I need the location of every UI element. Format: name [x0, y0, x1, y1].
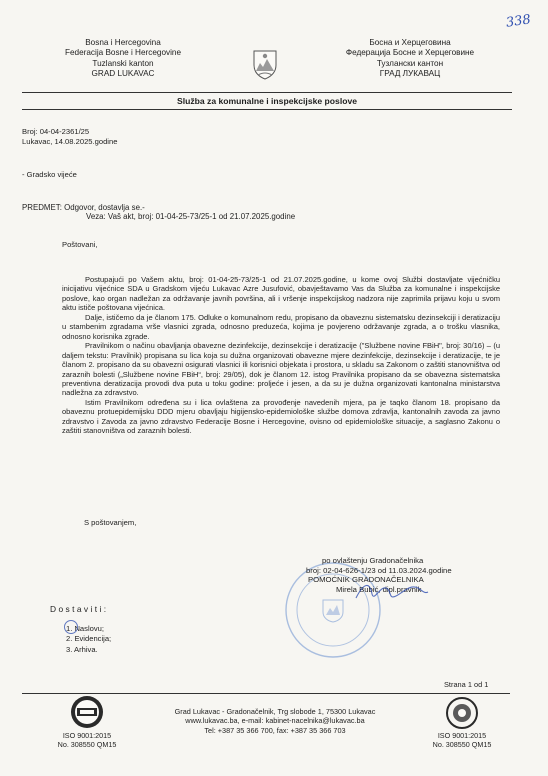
- body-paragraph: Dalje, ističemo da je članom 175. Odluke o komunalnom redu, propisano da obaveznu sistematsku dezinsekciji i deratizaciju u stambenim zgradama vrše vlasnici zgrada, odnosno preduzeća, kojima je povjereno održavanje zgrada, a o trošku vlasnika, odnosno korisnika zgrade.: [62, 312, 500, 341]
- iso-right-number: No. 308550 QM15: [432, 740, 492, 749]
- footer-divider: [22, 693, 510, 694]
- header-right-line: Федерација Босне и Херцеговине: [345, 48, 475, 58]
- certification-logo-left: [70, 695, 104, 729]
- header-right-line: ГРАД ЛУКАВАЦ: [379, 69, 441, 79]
- distribution-item: 2. Evidencija;: [66, 634, 112, 644]
- footer-web-email: www.lukavac.ba, e-mail: kabinet-nacelnika@lukavac.ba: [185, 716, 365, 726]
- header-divider-bottom: [22, 109, 512, 110]
- iso-left-number: No. 308550 QM15: [57, 740, 117, 749]
- header-left-line: Bosna i Hercegovina: [85, 38, 161, 47]
- service-name: Služba za komunalne i inspekcijske poslove: [176, 96, 358, 106]
- handwritten-signature: [352, 576, 432, 606]
- header-right-line: Тузлански кантон: [376, 58, 444, 68]
- header-right: [330, 38, 490, 80]
- reference-block: [22, 127, 117, 146]
- distribution-title: Dostaviti:: [50, 604, 109, 614]
- body-text: [62, 275, 500, 436]
- distribution-item: 3. Arhiva.: [66, 644, 98, 654]
- signature-name: Mirela Bubić, dipl.pravnik: [336, 584, 422, 594]
- header-left-line: GRAD LUKAVAC: [91, 69, 155, 79]
- signature-reference: broj: 02-04-626-1/23 od 11.03.2024.godine: [306, 565, 452, 575]
- iso-right: [422, 731, 502, 749]
- body-paragraph: Istim Pravilnikom određena su i lica ovlaštena za provođenje navedenih mjera, pa je taqko članom 18. propisano da obaveznu protuepidemijsku DDD mjeru obavljaju higijensko-epidemiološke službe domova zdravlja, kantonalnih zavoda za javno zdravstvo i Zavoda za javno zdravstvo Federacije Bosne i Hercegovine, ovisno od epidemiološke situacije, a saglasno Zakonu o zaštiti stanovništva od zaraznih bolesti.: [62, 397, 500, 436]
- page-number: Strana 1 od 1: [444, 680, 489, 689]
- distribution-item: 1. Naslovu;: [66, 624, 104, 633]
- greeting: Poštovani,: [62, 240, 98, 249]
- header-left: [48, 38, 198, 80]
- body-paragraph: Postupajući po Vašem aktu, broj: 01-04-25-73/25-1 od 21.07.2025.godine, u kome ovoj Službi dostavljate vijećničku inicijativu vijećnice SDA u Gradskom vijeću Lukavac Azre Jusufović, obavještavamo Vas da Služba za komunalne i inspekcijske poslove, kao organ nadležan za održavanje javnih površina, ali i vršenje inspekcijskog nadzora nije zaprimila prijavu koju u svom aktu ističe poštovana vijećnica.: [62, 275, 500, 313]
- subject-line: PREDMET: Odgovor, dostavlja se.-: [22, 203, 145, 212]
- signature-title: POMOĆNIK GRADONAČELNIKA: [308, 575, 424, 584]
- handwritten-page-number: 338: [505, 12, 532, 31]
- coat-of-arms-logo: [252, 49, 278, 81]
- certification-logo-right: [446, 697, 478, 729]
- signature-authority: po ovlaštenju Gradonačelnika: [322, 556, 424, 565]
- footer-phone: Tel: +387 35 366 700, fax: +387 35 366 703: [204, 725, 346, 735]
- iso-left: [48, 731, 126, 749]
- closing: S poštovanjem,: [84, 518, 137, 527]
- header-divider-top: [22, 92, 512, 93]
- iso-right-standard: ISO 9001:2015: [437, 731, 487, 740]
- handwritten-circle-mark: [64, 620, 78, 634]
- iso-left-standard: ISO 9001:2015: [62, 731, 112, 740]
- footer-contact: [130, 707, 420, 735]
- body-paragraph: Pravilnikom o načinu obavljanja obavezne dezinfekcije, dezinsekcije i deratizacije ("Službene novine FBiH", broj: 30/16) – (u daljem tekstu: Pravilnik) propisana su lica koja su dužna organizovati obavezne mjere dezinfekcije, dezinsekcije i deratizacije, te je članom 2. propisano da su obavezni osigurati vlasnici ili korisnici objekata i prostora, u skladu sa Zakonom o zaštiti stanovništva od zaraznih bolesti („Službene novine FBiH“, broj: 29/05), dok je članom 12. istog Pravilnika propisano da se obavezna sistematska preventivna deratizacija provodi dva puta u toku godine: proljeće i jesen, a da su je dužna organizovati kantonalna ministarstva nadležna za zdravstvo.: [62, 341, 500, 398]
- document-date: Lukavac, 14.08.2025.godine: [22, 136, 118, 146]
- header-right-line: Босна и Херцеговина: [369, 38, 451, 47]
- header-left-line: Federacija Bosne i Hercegovine: [64, 48, 182, 58]
- reference-number: Broj: 04-04-2361/25: [22, 127, 90, 136]
- footer-address: Grad Lukavac - Gradonačelnik, Trg slobode 1, 75300 Lukavac: [174, 707, 376, 716]
- recipient: - Gradsko vijeće: [22, 170, 77, 179]
- reference-link: Veza: Vaš akt, broj: 01-04-25-73/25-1 od 21.07.2025.godine: [86, 212, 296, 221]
- header-left-line: Tuzlanski kanton: [92, 58, 154, 68]
